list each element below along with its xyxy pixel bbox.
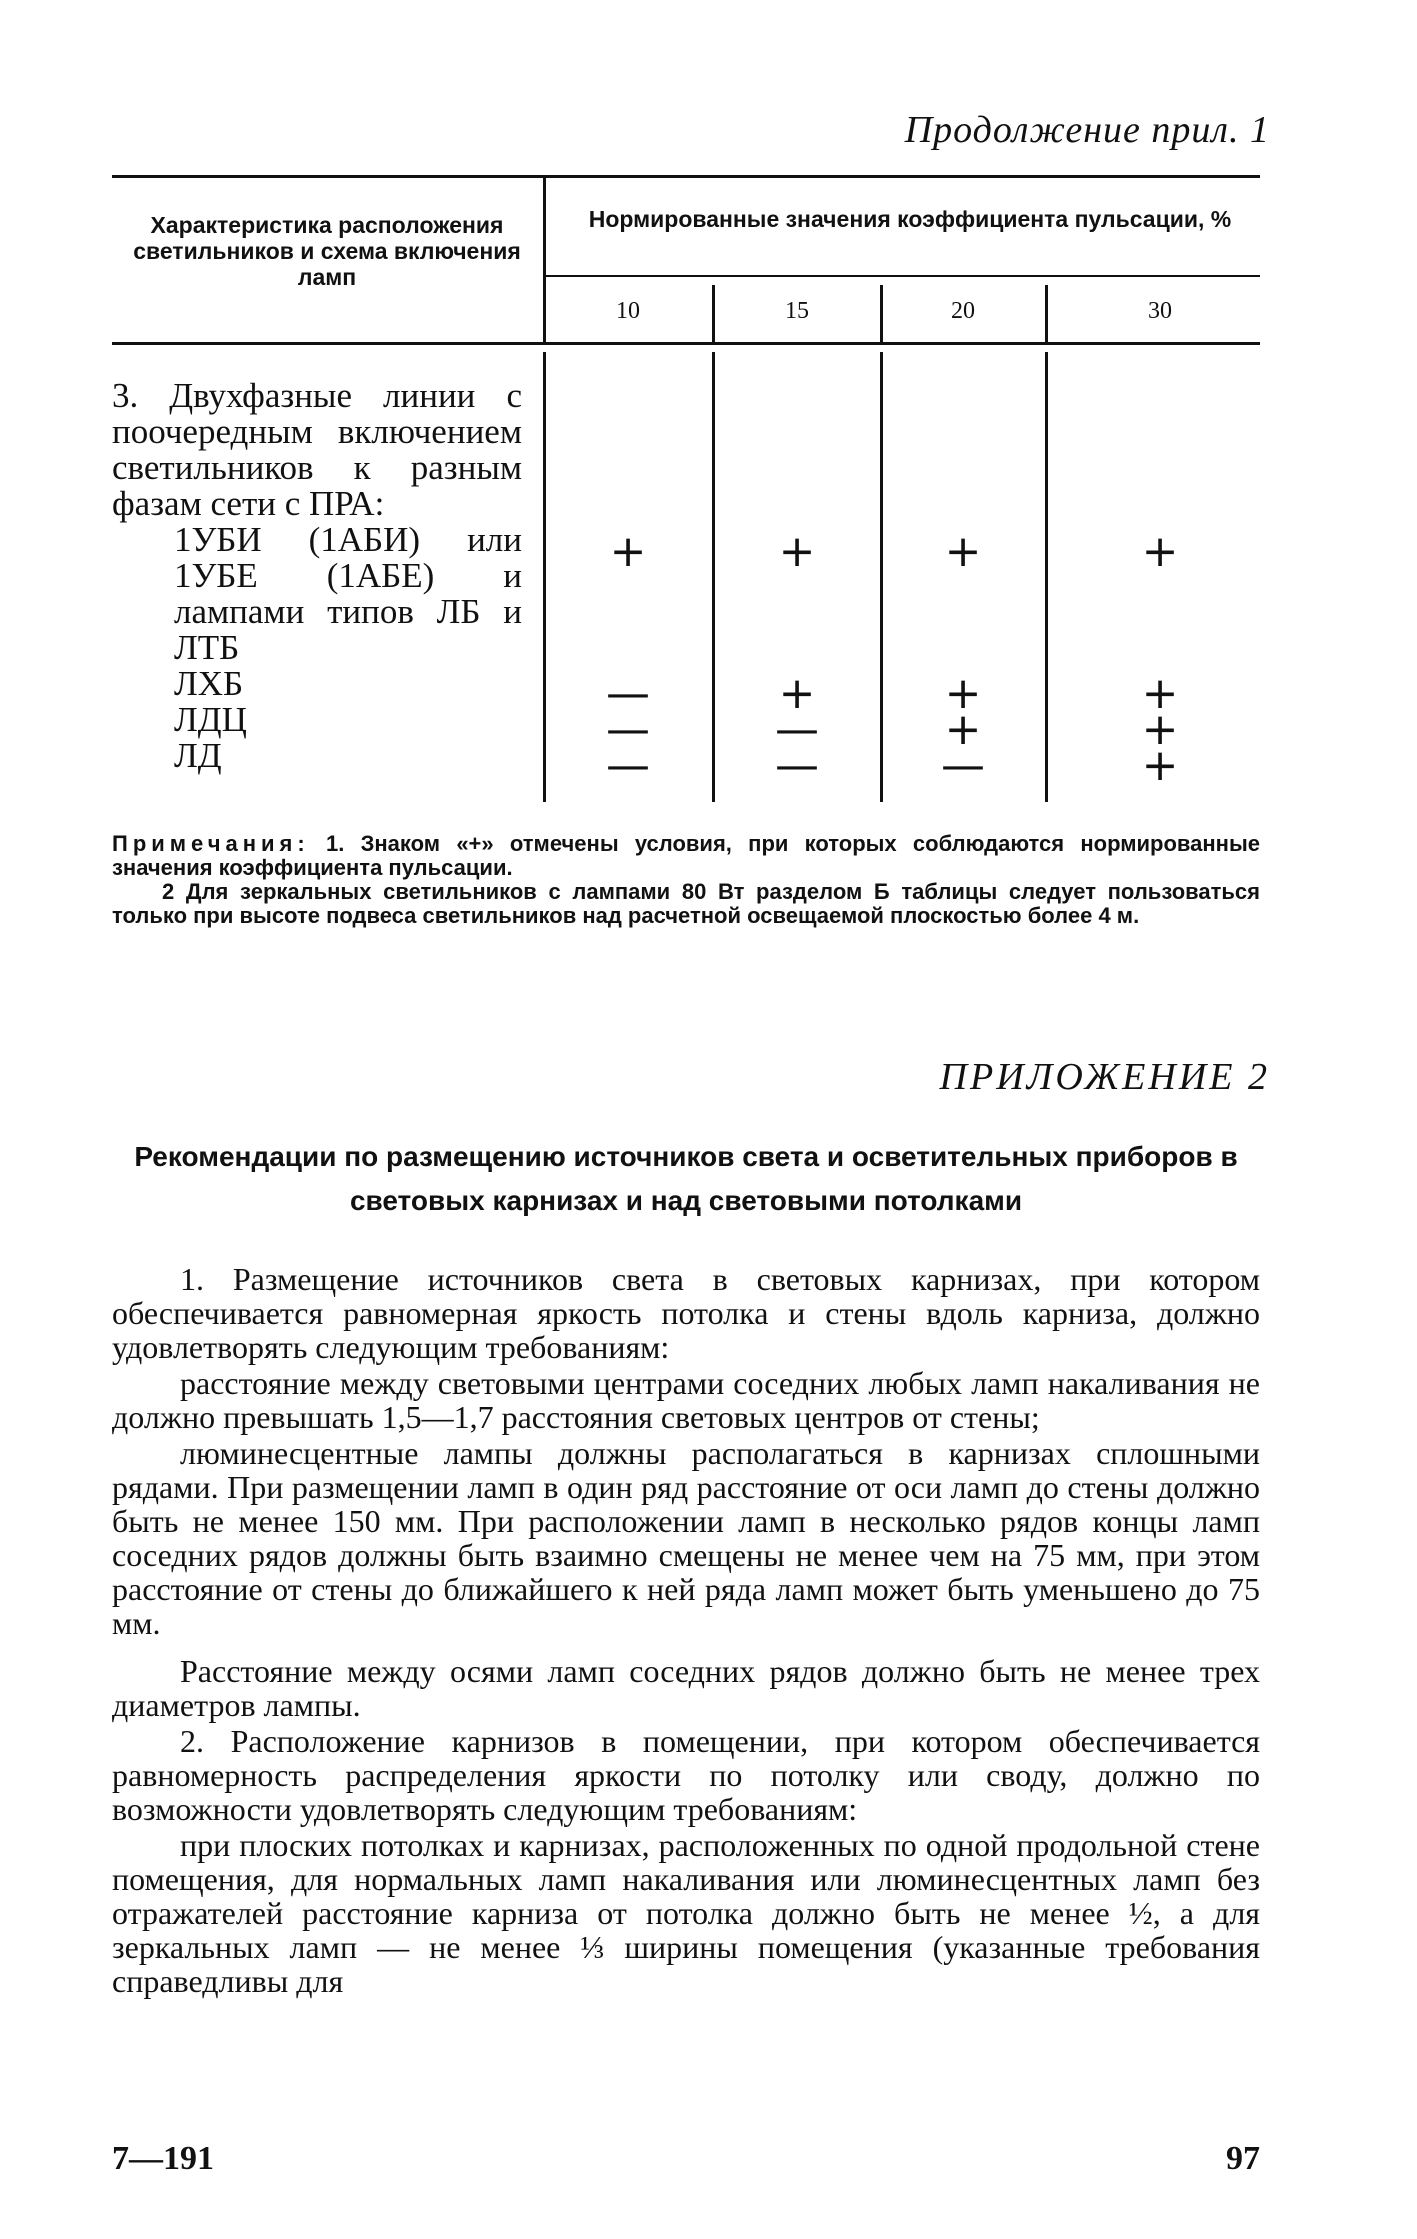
continuation-label: Продолжение прил. 1 (904, 109, 1270, 151)
mark-r1-c1: + (609, 526, 647, 577)
table-header-characteristic: Характеристика расположения светильников и схема включения ламп (133, 212, 521, 290)
appendix-heading: Рекомендации по размещению источников света и осветительных приборов в световых карнизах и над световыми потолками (134, 1141, 1238, 1216)
table-col-15: 15 (785, 298, 809, 324)
note-2: 2 Для зеркальных светильников с лампами 80 Вт разделом Б таблицы следует пользоваться только при высоте подвеса светильников над расчетной освещаемой плоскостью более 4 м. (112, 879, 1260, 928)
body-divider-main (543, 352, 546, 802)
mark-r1-c3: + (944, 526, 982, 577)
table-top-rule (112, 175, 1260, 178)
mark-r4-c2: — (775, 740, 819, 791)
mark-r4-c3: — (941, 740, 985, 791)
table-divider-main (543, 175, 546, 342)
table-header-rule (112, 342, 1260, 345)
body-divider-col1 (712, 352, 715, 802)
row-subtitle: 1УБИ (1АБИ) или 1УБЕ (1АБЕ) и лампами типов ЛБ и ЛТБ (174, 520, 522, 667)
mark-r3-c1: — (606, 704, 650, 755)
mark-r4-c1: — (606, 740, 650, 791)
table-col-20: 20 (951, 298, 975, 324)
page-number: 97 (1226, 2140, 1260, 2177)
paragraph-3: люминесцентные лампы должны располагаться в карнизах сплошными рядами. При размещении ламп в один ряд расстояние от оси ламп до стены должно быть не менее 150 мм. При расположении ламп в несколько рядов концы ламп соседних рядов должны быть взаимно смещены не менее чем на 75 мм, при этом расстояние от стены до ближайшего к ней ряда ламп может быть уменьшено до 75 мм. (112, 1435, 1260, 1641)
table-notes (112, 832, 1260, 928)
body-text (112, 1262, 1260, 2000)
table-divider-col1 (712, 285, 715, 342)
table-header-norm-values: Нормированные значения коэффициента пульсации, % (588, 206, 1232, 232)
paragraph-1: 1. Размещение источников света в световых карнизах, при котором обеспечивается равномерная яркость потолка и стены вдоль карниза, должно удовлетворять следующим требованиям: (112, 1261, 1260, 1365)
mark-r1-c2: + (778, 526, 816, 577)
row-title: 3. Двухфазные линии с поочередным включением светильников к разным фазам сети с ПРА: (112, 376, 522, 523)
mark-r3-c4: + (1141, 704, 1179, 755)
mark-r3-c2: — (775, 704, 819, 755)
table-col-10: 10 (616, 298, 640, 324)
mark-r3-c3: + (944, 704, 982, 755)
row-label-lhb: ЛХБ (174, 664, 244, 703)
body-divider-col2 (880, 352, 883, 802)
mark-r1-c4: + (1141, 526, 1179, 577)
table-divider-col3 (1045, 285, 1048, 342)
table-divider-col2 (880, 285, 883, 342)
appendix-label: ПРИЛОЖЕНИЕ 2 (939, 1056, 1270, 1098)
signature-mark: 7—191 (112, 2140, 214, 2177)
notes-label: Примечания: (112, 831, 310, 856)
table-row-description (112, 378, 522, 774)
mark-r2-c3: + (944, 668, 982, 719)
mark-r2-c1: — (606, 668, 650, 719)
row-label-ld: ЛД (174, 736, 222, 775)
paragraph-4: Расстояние между осями ламп соседних рядов должно быть не менее трех диаметров лампы. (112, 1653, 1260, 1723)
body-divider-col3 (1045, 352, 1048, 802)
paragraph-2: расстояние между световыми центрами соседних любых ламп накаливания не должно превышать 1,5—1,7 расстояния световых центров от стены; (112, 1365, 1260, 1435)
mark-r2-c2: + (778, 668, 816, 719)
mark-r4-c4: + (1141, 740, 1179, 791)
note-1: 1. Знаком «+» отмечены условия, при которых соблюдаются нормированные значения коэффициента пульсации. (112, 831, 1260, 880)
mark-r2-c4: + (1141, 668, 1179, 719)
paragraph-6: при плоских потолках и карнизах, расположенных по одной продольной стене помещения, для нормальных ламп накаливания или люминесцентных ламп без отражателей расстояние карниза от потолка должно быть не менее ½, а для зеркальных ламп — не менее ⅓ ширины помещения (указанные требования справедливы для (112, 1827, 1260, 1999)
table-group-rule (545, 275, 1260, 277)
table-col-30: 30 (1148, 298, 1172, 324)
row-label-ldc: ЛДЦ (174, 700, 247, 739)
paragraph-5: 2. Расположение карнизов в помещении, при котором обеспечивается равномерность распределения яркости по потолку или своду, должно по возможности удовлетворять следующим требованиям: (112, 1723, 1260, 1827)
